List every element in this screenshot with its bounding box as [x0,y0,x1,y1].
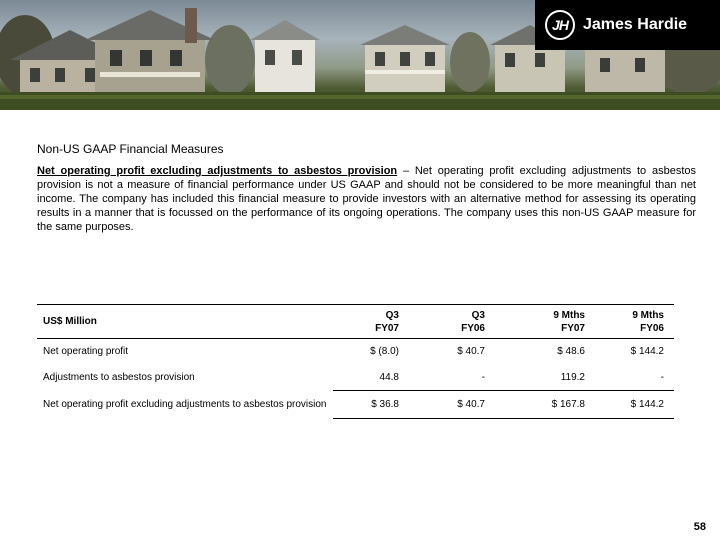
definition-paragraph [37,164,696,234]
table-cell: $ 40.7 [457,346,485,358]
row-label: Net operating profit [43,346,129,358]
table-cell: - [660,371,664,383]
brand-name: James Hardie [583,16,688,33]
definition-term: Net operating profit excluding adjustments to asbestos provision [37,165,398,177]
table-cell: $ 144.2 [595,391,674,419]
header-banner-photo [0,0,720,110]
brand-logo [535,0,720,50]
column-header-line1: 9 Mths [553,309,585,321]
column-header-line2: FY06 [640,322,664,334]
financial-table [37,304,674,419]
column-header-q3-fy06 [409,305,495,339]
definition-body: – Net operating profit excluding adjustments to asbestos provision is not a measure of financial performance under US GAAP and should not be considered to be more meaningful than net income. The company has included this financial measure to provide investors with an alternative method for assessing its operating results in a manner that is focussed on the performance of its ongoing operations. The company uses this non-US GAAP measure for the same purposes. [37,165,696,233]
table-cell: $ 144.2 [630,346,664,358]
column-header-line2: FY07 [375,322,399,334]
table-row [37,339,674,365]
column-header-line1: Q3 [385,309,399,321]
table-row-total [37,391,674,419]
column-header-line2: FY07 [561,322,585,334]
column-header-9mths-fy06 [595,305,674,339]
table-cell: - [481,371,485,383]
row-label: Net operating profit excluding adjustments to asbestos provision [43,399,327,410]
column-header-label [37,305,333,339]
column-header-line2: FY06 [461,322,485,334]
page-number: 58 [693,521,706,533]
table-row [37,365,674,391]
table-cell: $ 48.6 [557,346,585,358]
column-header-text: US$ Million [43,316,97,327]
section-heading: Non-US GAAP Financial Measures [37,142,224,156]
table-cell: $ (8.0) [370,346,399,358]
table-cell: $ 167.8 [495,391,595,419]
column-header-q3-fy07 [333,305,409,339]
row-label: Adjustments to asbestos provision [43,372,195,383]
table-cell: 119.2 [560,371,585,383]
table-cell: $ 36.8 [333,391,409,419]
brand-mark-icon: JH [545,10,575,40]
table-header-row [37,305,674,339]
table-cell: $ 40.7 [409,391,495,419]
column-header-9mths-fy07 [495,305,595,339]
table-cell: 44.8 [379,371,399,383]
column-header-line1: 9 Mths [632,309,664,321]
column-header-line1: Q3 [471,309,485,321]
